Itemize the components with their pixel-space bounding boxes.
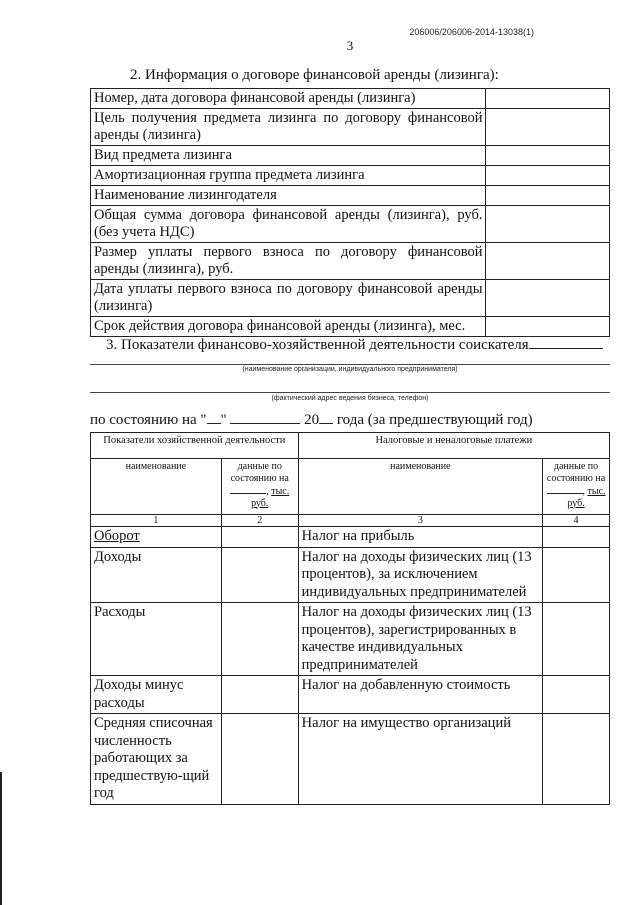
table-row <box>91 280 610 317</box>
tax-name: Налог на имущество организаций <box>298 714 542 805</box>
section-2-title: 2. Информация о договоре финансовой аренды (лизинга): <box>130 67 499 83</box>
section-3-title <box>106 334 603 354</box>
table-row <box>91 547 610 603</box>
tax-name: Налог на добавленную стоимость <box>298 676 542 714</box>
row-label: Общая сумма договора финансовой аренды (лизинга), руб. (без учета НДС) <box>91 206 486 243</box>
row-value-cell[interactable] <box>486 89 610 109</box>
tax-name: Налог на доходы физических лиц (13 процентов), зарегистрированных в качестве индивидуальных предпринимателей <box>298 603 542 676</box>
indicator-text: Оборот <box>94 528 140 544</box>
indicator-name: Расходы <box>91 603 222 676</box>
row-value-cell[interactable] <box>486 186 610 206</box>
subheader-row <box>91 459 610 515</box>
row-value-cell[interactable] <box>486 166 610 186</box>
indicator-name: Доходы минус расходы <box>91 676 222 714</box>
row-label: Вид предмета лизинга <box>91 146 486 166</box>
table-row <box>91 714 610 805</box>
as-of-year: 20 <box>304 412 320 428</box>
row-value-cell[interactable] <box>486 109 610 146</box>
subheader-data-as-of: данные по состоянию на <box>546 461 606 484</box>
indicator-value-cell[interactable] <box>221 603 298 676</box>
tax-value-cell[interactable] <box>543 714 610 805</box>
indicator-value-cell[interactable] <box>221 714 298 805</box>
table-row <box>91 206 610 243</box>
subheader-units: тыс. руб. <box>567 486 606 509</box>
indicator-value-cell[interactable] <box>221 547 298 603</box>
document-id: 206006/206006-2014-13038(1) <box>409 27 534 37</box>
column-number: 1 <box>91 515 222 527</box>
subheader-tax-data: данные по состоянию на , тыс. руб. <box>543 459 610 515</box>
row-value-cell[interactable] <box>486 146 610 166</box>
header-row <box>91 433 610 459</box>
table-row <box>91 527 610 548</box>
subheader-date-blank[interactable] <box>547 484 583 494</box>
as-of-quote: " <box>220 412 227 428</box>
month-blank[interactable] <box>230 410 300 424</box>
as-of-suffix: года (за предшествующий год) <box>333 412 533 428</box>
table-row <box>91 186 610 206</box>
header-tax-payments: Налоговые и неналоговые платежи <box>298 433 609 459</box>
row-label: Номер, дата договора финансовой аренды (лизинга) <box>91 89 486 109</box>
applicant-name-caption: (наименование организации, индивидуального предпринимателя) <box>242 366 458 373</box>
row-value-cell[interactable] <box>486 206 610 243</box>
indicator-value-cell[interactable] <box>221 676 298 714</box>
column-number: 2 <box>221 515 298 527</box>
indicator-name: Средняя списочная численность работающих за предшествую-щий год <box>91 714 222 805</box>
column-number: 4 <box>543 515 610 527</box>
tax-value-cell[interactable] <box>543 676 610 714</box>
applicant-name-blank[interactable] <box>529 334 603 349</box>
leasing-contract-table <box>90 88 610 337</box>
subheader-indicator-name: наименование <box>91 459 222 515</box>
tax-value-cell[interactable] <box>543 603 610 676</box>
applicant-name-line[interactable] <box>90 364 610 365</box>
section-3-title-text: 3. Показатели финансово-хозяйственной деятельности соискателя <box>106 337 529 353</box>
row-value-cell[interactable] <box>486 243 610 280</box>
subheader-data-as-of: данные по состоянию на <box>230 461 289 484</box>
as-of-prefix: по состоянию на " <box>90 412 207 428</box>
year-blank[interactable] <box>319 410 333 424</box>
subheader-date-blank[interactable] <box>230 484 266 494</box>
table-row <box>91 89 610 109</box>
row-label: Дата уплаты первого взноса по договору финансовой аренды (лизинга) <box>91 280 486 317</box>
table-row <box>91 109 610 146</box>
as-of-date-line <box>90 410 533 429</box>
table-row <box>91 603 610 676</box>
table-row <box>91 676 610 714</box>
row-label: Цель получения предмета лизинга по договору финансовой аренды (лизинга) <box>91 109 486 146</box>
column-number-row <box>91 515 610 527</box>
financial-indicators-table <box>90 432 610 805</box>
indicator-value-cell[interactable] <box>221 527 298 548</box>
indicator-name: Доходы <box>91 547 222 603</box>
indicator-name <box>91 527 222 548</box>
header-business-indicators: Показатели хозяйственной деятельности <box>91 433 299 459</box>
row-label: Амортизационная группа предмета лизинга <box>91 166 486 186</box>
subheader-indicator-data: данные по состоянию на , тыс. руб. <box>221 459 298 515</box>
business-address-line[interactable] <box>90 392 610 393</box>
tax-name: Налог на прибыль <box>298 527 542 548</box>
tax-value-cell[interactable] <box>543 527 610 548</box>
row-label: Срок действия договора финансовой аренды (лизинга), мес. <box>91 317 486 337</box>
tax-value-cell[interactable] <box>543 547 610 603</box>
scan-edge-mark <box>0 772 2 905</box>
table-row <box>91 146 610 166</box>
row-value-cell[interactable] <box>486 280 610 317</box>
column-number: 3 <box>298 515 542 527</box>
row-label: Наименование лизингодателя <box>91 186 486 206</box>
table-row <box>91 166 610 186</box>
page-number: 3 <box>346 38 354 53</box>
tax-name: Налог на доходы физических лиц (13 процентов), за исключением индивидуальных предпринимателей <box>298 547 542 603</box>
table-row <box>91 243 610 280</box>
day-blank[interactable] <box>207 410 221 424</box>
business-address-caption: (фактический адрес ведения бизнеса, телефон) <box>271 395 429 402</box>
subheader-tax-name: наименование <box>298 459 542 515</box>
row-label: Размер уплаты первого взноса по договору финансовой аренды (лизинга), руб. <box>91 243 486 280</box>
subheader-units: тыс. руб. <box>251 486 290 509</box>
